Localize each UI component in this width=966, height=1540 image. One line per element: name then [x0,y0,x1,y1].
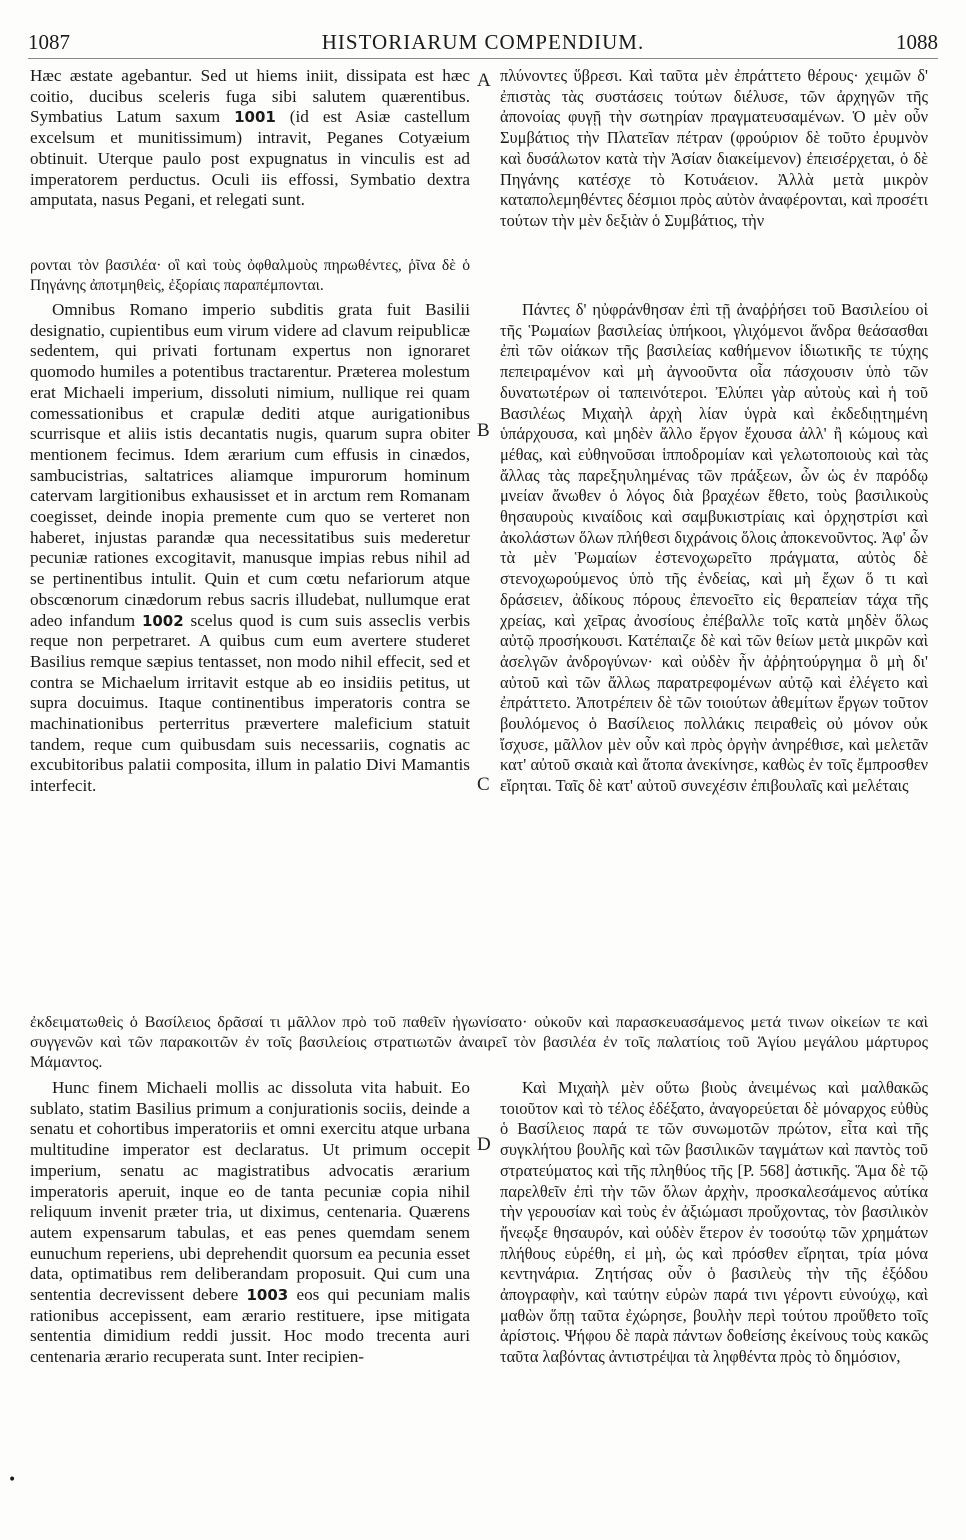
greek-text: πλύνοντες ὕβρεσι. Καὶ ταῦτα μὲν ἐπράττετο θέρους· χειμῶν δ' ἐπιστὰς τὰς συστάσεις τούτων διέλυσε, τῶν ἀρχηγῶν τῆς ἀπονοίας φυγῇ τὴν σωτηρίαν πραγματευσαμένων. Ὁ μὲν οὖν Συμβάτιος τὴν Πλατεῖαν πέτραν (φρούριον δὲ τοῦτο ἐρυμνὸν καὶ δυσάλωτον κατὰ τὴν Ἀσίαν διακείμενον) ἐπεισέρχεται, ὁ δὲ Πηγάνης κατέσχε τὸ Κοτυάειον. Ἀλλὰ μετὰ μικρὸν καταπολεμηθέντες δέσμιοι πρὸς αὐτὸν ἀναφέρονται, καὶ προσέτι τούτων τὴν μὲν δεξιὰν ὁ Συμβάτιος, τὴν [500,66,928,230]
greek-text: Πάντες δ' ηὐφράνθησαν ἐπὶ τῇ ἀναῤῥήσει τοῦ Βασιλείου οἱ τῆς Ῥωμαίων βασιλείας ὑπήκοοι, γλιχόμενοι ἄνδρα θεάσασθαι ἐπὶ τῶν οἰάκων τῆς βασιλείας καθήμενον ἰδιωτικῆς τε τύχης πεπειραμένον καὶ μὴ ἀγνοοῦντα οἷα πάσχουσιν ὑπὸ τῶν δυνατωτέρων οἱ ταπεινότεροι. Ἐλύπει γὰρ αὐτοὺς καὶ ἡ τοῦ Βασιλέως Μιχαὴλ ἀρχὴ λίαν ὑγρὰ καὶ ἐκδεδιῃτημένη ὑπάρχουσα, καὶ μηδὲν ἄλλο ἔργον ἔχουσα ἀλλ' ἢ κώμους καὶ μέθας, καὶ εὐθηνοῦσαι ἱπποδρομίαν καὶ γελωτοποιοὺς καὶ τὰς ἄλλας τὰς παρεξηυλημένας τῶν πράξεων, ὧν ὡς ἐν παρόδῳ μνείαν ἄνωθεν ὁ λόγος διὰ βραχέων ἔθετο, τοὺς βασιλικοὺς θησαυροὺς κιναίδοις καὶ σαμβυκιστρίαις καὶ ὀρχηστρίσι καὶ ἀκολάστων ὅλων πλήθεσι διχράνοις ὅλοις ἀποκενοῦντος. Ἀφ' ὧν τὰ μὲν Ῥωμαίων ἐστενοχωρεῖτο πράγματα, αὐτὸς δὲ στενοχωρούμενος ὑπὸ τῆς ἐνδείας, καὶ μὴ ἔχων ὅ τι καὶ δράσειεν, ἀδίκους πόρους ἐπενοεῖτο εἰς θεραπείαν τάχα τῆς χρείας, καὶ χεῖρας ἀνοσίους ἐπέβαλλε τοῖς κατὰ μηδὲν ὅλως αὐτῷ προσήκουσι. Κατέπαιζε δὲ καὶ τῶν θείων μετὰ μικρῶν καὶ ἀσελγῶν ἀνδρογύνων· καὶ οὐδὲν ἦν ἀῤῥητούργημα ὃ μὴ δι' αὐτοῦ καὶ τῶν ἄλλως παρατρεφομένων αὐτῷ καὶ ἐλέγετο καὶ ἐπράττετο. Ἀποτρέπειν δὲ τῶν τοιούτων ἀθεμίτων ἔργων τοῦτον βουλόμενος ὁ Βασίλειος πολλάκις πειραθεὶς οὐ μόνον οὐκ ἴσχυσε, μᾶλλον μὲν οὖν καὶ πρὸς ὀργὴν ἀνηρέθισε, καὶ μελετᾶν κατ' αὐτοῦ σκαιὰ καὶ ἄτοπα ἀνεκίνησε, καθὼς ἐν τοῖς ἔμπροσθεν εἴρηται. Ταῖς δὲ κατ' αὐτοῦ συνεχέσιν ἐπιβουλαῖς καὶ μελέταις [500,300,928,796]
latin-text: eos qui pecuniam malis rationibus accepissent, eam ærario restituere, ipse mitigata sententia dimidium reddi jussit. Hoc modo trecenta auri centenaria ærario recuperata sunt. Inter recipien- [30,1285,470,1367]
greek-wide-1 [30,256,470,296]
latin-text: Hæc æstate agebantur. Sed ut hiems iniit, dissipata est hæc coitio, ducibus sceleris fuga sibi salutem quærentibus. Symbatius Latum saxum [30,66,470,127]
section-marker-a: A [477,70,491,91]
latin-text: (id est Asiæ castellum excelsum et munitissimum) intravit, Peganes Cotyæium obtinuit. Uterque paulo post expugnatus in vinculis est ad imperatorem perductus. Oculi iis effossi, Symbatio dextra amputata, nasus Pegani, et relegati sunt. [30,107,470,210]
page-number-right: 1088 [896,30,938,54]
greek-wide-2 [30,1012,928,1073]
greek-block-2 [500,300,928,1008]
section-marker-c: C [477,774,490,795]
latin-block-2 [30,300,470,1008]
greek-text: ἐκδειματωθεὶς ὁ Βασίλειος δρᾶσαί τι μᾶλλον πρὸ τοῦ παθεῖν ἠγωνίσατο· οὐκοῦν καὶ παρασκευασάμενος μετά τινων οἰκείων τε καὶ συγγενῶν καὶ τῶν παρακοιτῶν ἐν τοῖς βασιλείοις στρατιωτῶν ἀναιρεῖ τὸν βασιλέα ἐν τοῖς παλατίοις τοῦ Ἁγίου μεγάλου μάρτυρος Μάμαντος. [30,1013,928,1072]
latin-block-1 [30,66,470,252]
marginal-number: 1001 [234,108,276,127]
latin-text: scelus quod is cum suis asseclis verbis reque non perpetraret. A quibus cum eum avertere studeret Basilius remque sæpius tentasset, non modo nihil effecit, sed et contra se Michaelum irritavit estque ab eo insidiis petitus, ut supra docuimus. Itaque continentibus imperatoris contra se machinationibus perterritus prævertere maleficium statuit tandem, reque cum quibusdam suis necessariis, cognatis ac excubitoribus palatii composita, illum in palatio Divi Mamantis interfecit. [30,610,470,796]
latin-text: Hunc finem Michaeli mollis ac dissoluta vita habuit. Eo sublato, statim Basilius primum a conjurationis sociis, deinde a senatu et cohortibus imperatoriis et omni exercitu atque urbana multitudine imperator est declaratus. Ut primum occepit imperium, senatu ac magistratibus advocatis ærarium imperatoris aperuit, inque eo de tanta pecuniæ copia nihil reliquum invenit præter tria, ut diximus, centenaria. Quærens autem expensarum tabulas, et eas penes quemdam senem eunuchum reperiens, ubi deprehendit quorsum ea pecunia esset data, optimatibus rem deliberandam proposuit. Qui cum una sententia decrevissent debere [30,1078,470,1305]
latin-text: Omnibus Romano imperio subditis grata fuit Basilii designatio, cupientibus eum virum videre ad clavum reipublicæ sedentem, qui privati fortunam expertus non ignoraret quomodo humiles a potentibus tractarentur. Præterea molestum erat Michaeli imperium, dissoluti nimium, nullique rei quam comessationibus et crapulæ dediti atque aurigationibus scurrisque et aliis istis decantatis nugis, quarum supra obiter mentionem fecimus. Idem ærarium cum effusis in cinædos, sambucistrias, saltatrices aliamque impurorum hominum catervam largitionibus exhausisset et in arctum rem Romanam coegisset, deinde inopia premente cum quo se verteret non haberet, injustas parandæ qua necessitatibus suis mederetur pecuniæ rationes excogitavit, manusque impias rebus nihil ad se pertinentibus intulit. Quin et cum cœtu nefariorum atque obscœnorum cinædorum rebus sacris illudebat, nullumque erat adeo infandum [30,300,470,630]
latin-block-3 [30,1078,470,1496]
greek-block-3 [500,1078,928,1496]
margin-bullet: • [8,1472,17,1488]
header-rule [28,58,938,59]
page-header [28,30,938,56]
greek-text: Καὶ Μιχαὴλ μὲν οὕτω βιοὺς ἀνειμένως καὶ μαλθακῶς τοιοῦτον καὶ τὸ τέλος ἐδέξατο, ἀναγορεύεται δὲ μόναρχος εὐθὺς ὁ Βασίλειος παρά τε τῶν συνωμοτῶν πρώτον, εἶτα καὶ τῆς συγκλήτου βουλῆς καὶ τῶν βασιλικῶν ταγμάτων καὶ παντὸς τοῦ στρατεύματος καὶ τῆς πληθύος τῆς [P. 568] ἀστικῆς. Ἅμα δὲ τῷ παρελθεῖν ἐπὶ τὴν τῶν ὅλων ἀρχὴν, προσκαλεσάμενος αὐτίκα τὴν γερουσίαν καὶ τοὺς ἐν ἀξιώμασι προὔχοντας, τὸν βασιλικὸν ἤνεῳξε θησαυρόν, καὶ οὐδὲν ἕτερον ἐν τοσούτῳ τῶν χρημάτων πλήθους εὑρέθη, εἰ μὴ, ὡς καὶ πρόσθεν εἴρηται, τρία μόνα κεντηνάρια. Ζητήσας οὖν ὁ βασιλεὺς τὴν τῆς ἐξόδου ἀπογραφὴν, καὶ ταύτην εὑρὼν παρά τινι γέροντι εὐνούχῳ, καὶ μαθὼν ὅπῃ ταῦτα ἐχώρησε, βουλὴν περὶ τούτου προὔθετο τοῖς ἀρίστοις. Ψήφου δὲ παρὰ πάντων δοθείσης ἐκείνους τοὺς κακῶς ταῦτα λαβόντας ἀντιστρέψαι τὰ ληφθέντα πρὸς τὸ δημόσιον, [500,1078,928,1367]
page-number-left: 1087 [28,30,70,54]
section-marker-d: D [477,1134,491,1155]
marginal-number: 1003 [246,1286,289,1305]
greek-block-1 [500,66,928,294]
greek-text: ρονται τὸν βασιλέα· οἳ καὶ τοὺς ὀφθαλμοὺς πηρωθέντες, ῥῖνα δὲ ὁ Πηγάνης ἀποτμηθεὶς, ἐξορίαις παραπέμπονται. [30,257,470,295]
running-title: HISTORIARUM COMPENDIUM. [321,30,645,54]
marginal-number: 1002 [141,611,184,630]
section-marker-b: B [477,420,490,441]
